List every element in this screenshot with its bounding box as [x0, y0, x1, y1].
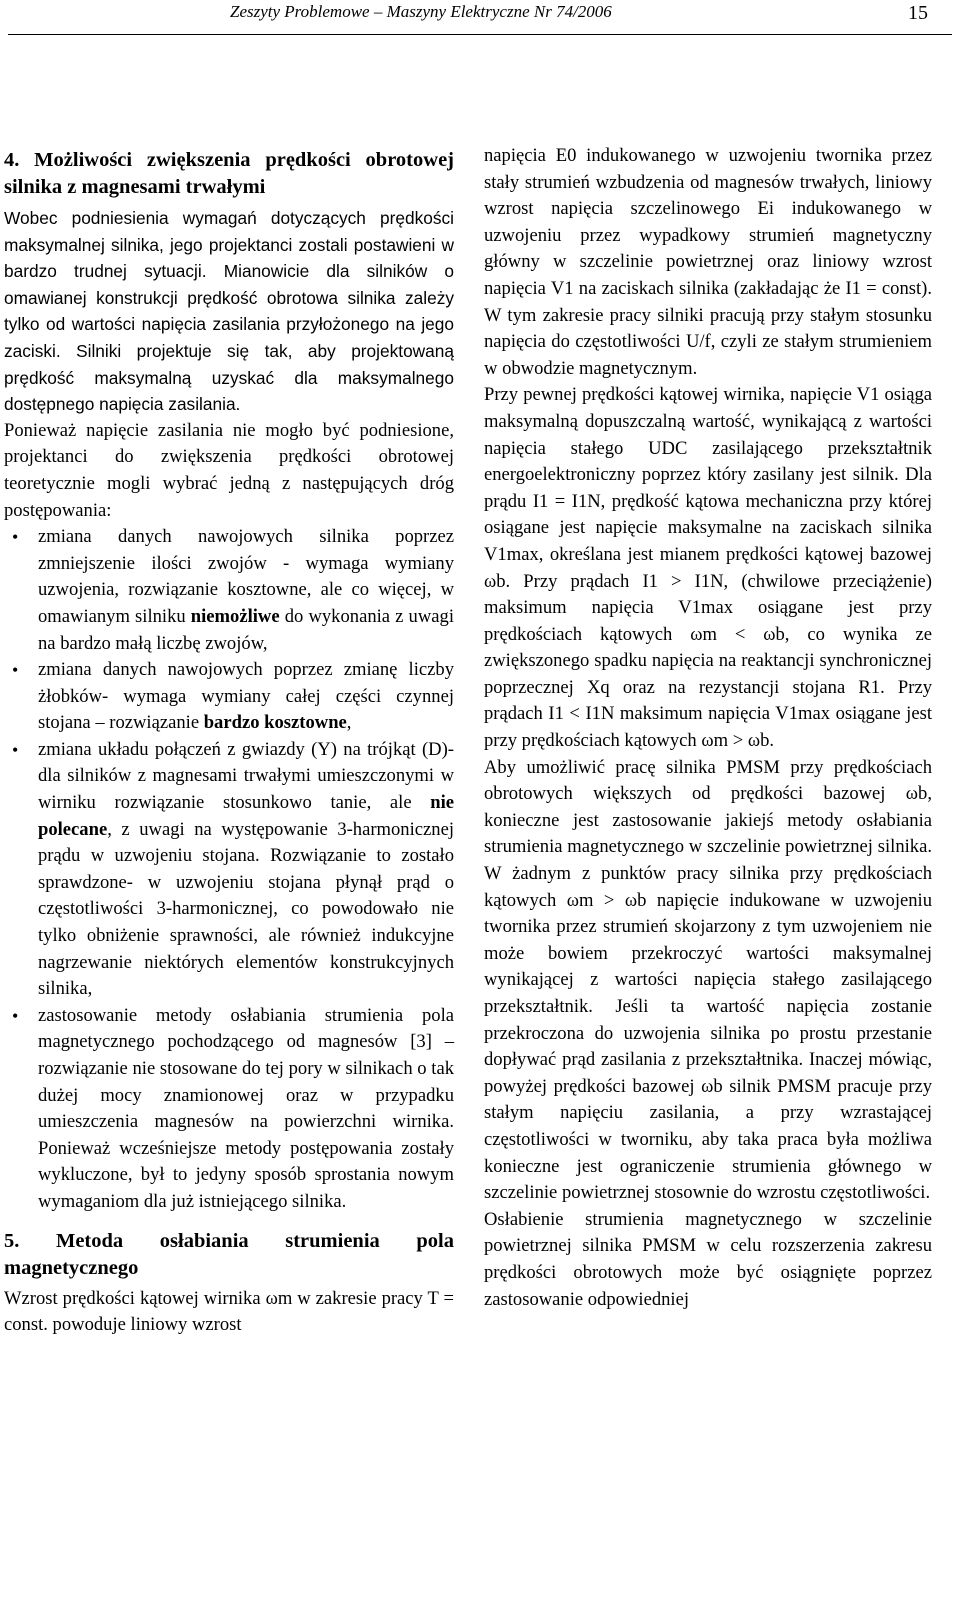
bullet-2-tail: ,	[346, 712, 352, 734]
bullet-3-tail: , z uwagi na występowanie 3-harmonicznej prądu w uzwojeniu stojana. Rozwiązanie to zostało sprawdzone- w uzwojeniu stojana płynął prąd o częstotliwości 3-harmonicznej, co powodowało nie tylko obniżenie sprawności, ale również indukcyjne nagrzewanie niektórych elementów konstrukcyjnych silnika,	[38, 818, 454, 1000]
section-5-title: 5. Metoda osłabiania strumienia pola magnetycznego	[4, 1229, 454, 1279]
right-paragraph-2: Przy pewnej prędkości kątowej wirnika, napięcie V1 osiąga maksymalną dopuszczalną wartość, wynikającą z wartości napięcia stałego UDC zasilającego przekształtnik energoelektroniczny poprzez który zasilany jest silnik. Dla prądu I1 = I1N, prędkość kątowa mechaniczna przy której osiągane jest napięcie maksymalne na zaciskach silnika V1max, określana jest mianem prędkości kątowej bazowej ωb. Przy prądach I1 > I1N, (chwilowe przeciążenie) maksimum napięcia V1max osiągane jest przy prędkościach kątowych ωm < ωb, co wynika ze zwiększonego spadku napięcia na reaktancji synchronicznej poprzecznej Xq oraz na rezystancji stojana R1. Przy prądach I1 < I1N maksimum napięcia V1max osiągane jest przy prędkościach kątowych ωm > ωb.	[484, 384, 932, 752]
bullet-2-text: zmiana danych nawojowych poprzez zmianę liczby żłobków- wymaga wymiany całej części czynnej stojana – rozwiązanie	[38, 659, 454, 734]
bullet-4-text: zastosowanie metody osłabiania strumienia pola magnetycznego pochodzącego od magnesów [3] – rozwiązanie nie stosowane do tej pory w silnikach o tak dużej mocy znamionowej oraz w przypadku umieszczenia magnesów na powierzchni wirnika. Ponieważ wcześniejsze metody postępowania zostały wykluczone, był to jedyny sposób sprostania nowym wymaganiom dla już istniejącego silnika.	[38, 1004, 454, 1212]
right-paragraph-4: Osłabienie strumienia magnetycznego w szczelinie powietrznej silnika PMSM w celu rozszerzenia zakresu prędkości obrotowych może być osiągnięte poprzez zastosowanie odpowiedniej	[484, 1208, 932, 1310]
right-column	[484, 143, 932, 1313]
bullet-1-bold: niemożliwe	[190, 605, 280, 627]
list-item	[4, 524, 454, 657]
section-5-paragraph: Wzrost prędkości kątowej wirnika ωm w zakresie pracy T = const. powoduje liniowy wzrost	[4, 1287, 454, 1336]
options-list	[4, 524, 454, 1215]
page-header	[0, 0, 960, 40]
header-rule	[8, 34, 952, 35]
right-paragraph-1: napięcia E0 indukowanego w uzwojeniu twornika przez stały strumień wzbudzenia od magnesów trwałych, liniowy wzrost napięcia szczelinowego Ei indukowanego w uzwojeniu przez wypadkowy strumień magnetyczny główny w szczelinie powietrznej oraz liniowy wzrost napięcia V1 na zaciskach silnika (zakładając że I1 = const). W tym zakresie pracy silniki pracują przy stałym stosunku napięcia do częstotliwości U/f, czyli ze stałym strumieniem w obwodzie magnetycznym.	[484, 145, 932, 379]
running-head: Zeszyty Problemowe – Maszyny Elektryczne Nr 74/2006	[230, 2, 612, 21]
right-paragraph-3: Aby umożliwić pracę silnika PMSM przy prędkościach obrotowych większych od prędkości bazowej ωb, konieczne jest zastosowanie jakiejś metody osłabiania strumienia magnetycznego w szczelinie powietrznej silnika. W żadnym z punktów pracy silnika przy prędkościach kątowych ωm > ωb napięcie indukowane w uzwojeniu twornika przez strumień skojarzony z tym uzwojeniem nie może bowiem przekroczyć wartości maksymalnej wynikającej z wartości napięcia stałego zasilającego przekształtnik. Jeśli ta wartość napięcia zostanie przekroczona do uzwojenia silnika po prostu przestanie dopływać prąd zasilania z przekształtnika. Inaczej mówiąc, powyżej prędkości bazowej ωb silnik PMSM pracuje przy stałym napięciu zasilania, a przy wzrastającej częstotliwości w tworniku, aby taka praca była możliwa konieczne jest ograniczenie strumienia głównego w szczelinie powietrznej stosownie do wzrostu częstotliwości.	[484, 756, 932, 1204]
list-item	[4, 657, 454, 737]
list-item	[4, 1003, 454, 1216]
bullet-1-tail: do wykonania z uwagi na bardzo małą liczbę zwojów,	[38, 605, 454, 654]
bullet-3-bold: nie polecane	[38, 792, 454, 840]
left-column	[4, 143, 454, 1339]
bullet-3-text: zmiana układu połączeń z gwiazdy (Y) na trójkąt (D)- dla silników z magnesami trwałymi umieszczonymi w wirniku rozwiązanie stosunkowo tanie, ale	[38, 738, 454, 814]
page-number: 15	[908, 2, 928, 24]
list-item	[4, 737, 454, 1003]
section-4-paragraph: Ponieważ napięcie zasilania nie mogło być podniesione, projektanci do zwiększenia prędkości obrotowej teoretycznie mogli wybrać jedną z następujących dróg postępowania:	[4, 419, 454, 521]
section-4-title: 4. Możliwości zwiększenia prędkości obrotowej silnika z magnesami trwałymi	[4, 149, 454, 198]
bullet-1-text: zmiana danych nawojowych silnika poprzez zmniejszenie ilości zwojów - wymaga wymiany uzwojenia, rozwiązanie kosztowne, ale co więcej, w omawianym silniku	[38, 526, 454, 627]
section-4-intro: Wobec podniesienia wymagań dotyczących prędkości maksymalnej silnika, jego projektanci zostali postawieni w bardzo trudnej sytuacji. Mianowicie dla silników o omawianej konstrukcji prędkość obrotowa silnika zależy tylko od wartości napięcia zasilania przyłożonego na jego zaciski. Silniki projektuje się tak, aby projektowaną prędkość maksymalną uzyskać dla maksymalnego dostępnego napięcia zasilania.	[4, 208, 454, 415]
bullet-2-bold: bardzo kosztowne	[203, 712, 347, 734]
